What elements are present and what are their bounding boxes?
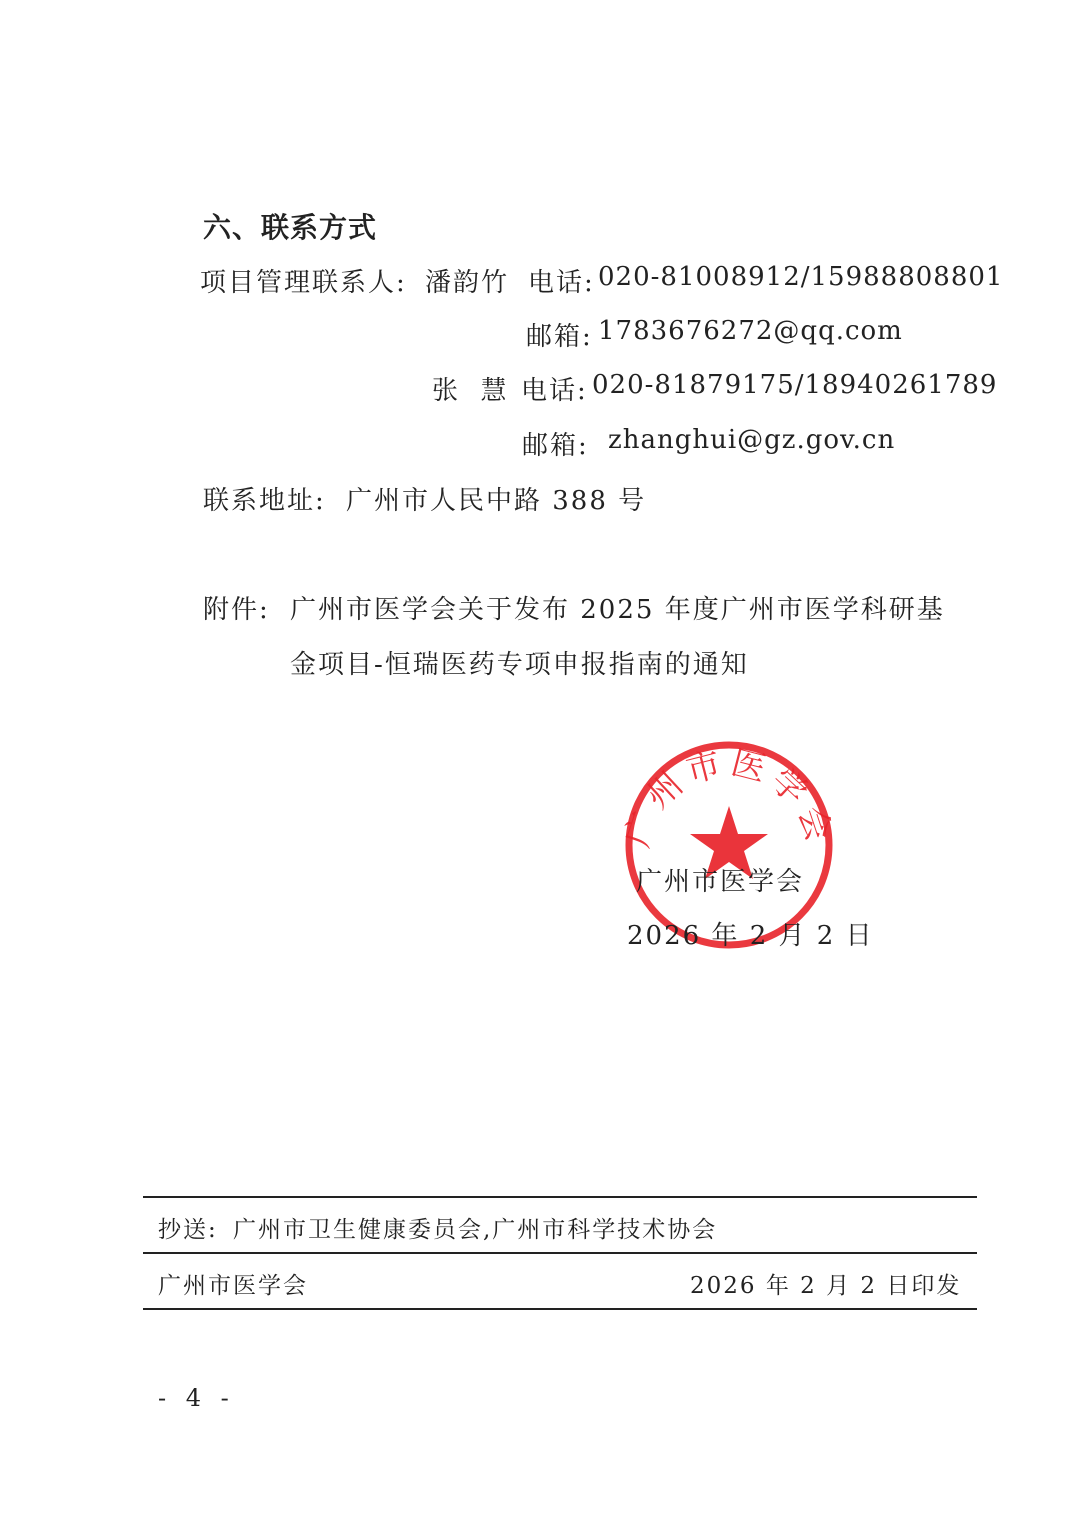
contact1-email-label: 邮箱: [526, 322, 593, 352]
contact2-phone: 020-81879175/18940261789 [592, 370, 998, 400]
issuer: 广州市医学会 [158, 1273, 308, 1299]
contact1-phone: 020-81008912/15988808801 [598, 262, 1004, 292]
cc-label: 抄送: [158, 1217, 218, 1243]
contact2-email: zhanghui@gz.gov.cn [608, 425, 896, 455]
svg-text:广州市医学会: 广州市医学会 [622, 742, 836, 852]
attachment-title-line2: 金项目-恒瑞医药专项申报指南的通知 [290, 650, 749, 680]
address-value: 广州市人民中路 388 号 [346, 486, 647, 516]
cc-recipients: 广州市卫生健康委员会,广州市科学技术协会 [233, 1217, 718, 1243]
contact2-phone-label: 电话: [521, 376, 588, 406]
attachment-title-line1: 广州市医学会关于发布 2025 年度广州市医学科研基 [290, 595, 945, 625]
footer-bottom-rule [143, 1308, 977, 1310]
page-number: - 4 - [158, 1384, 235, 1412]
contact1-phone-label: 电话: [528, 268, 595, 298]
contact1-email: 1783676272@qq.com [598, 316, 903, 346]
contact1-name: 潘韵竹 [425, 268, 510, 298]
footer-middle-rule [143, 1252, 977, 1254]
signature-date: 2026 年 2 月 2 日 [627, 921, 874, 951]
section-heading: 六、联系方式 [203, 211, 378, 244]
issue-date: 2026 年 2 月 2 日印发 [690, 1273, 962, 1299]
signature-org: 广州市医学会 [636, 867, 805, 897]
contact2-email-label: 邮箱: [522, 431, 589, 461]
footer-top-rule [143, 1196, 977, 1198]
attachment-label: 附件: [203, 595, 270, 625]
address-label: 联系地址: [203, 486, 326, 516]
contact2-name: 张 慧 [432, 376, 509, 406]
project-manager-label: 项目管理联系人: [200, 268, 407, 298]
